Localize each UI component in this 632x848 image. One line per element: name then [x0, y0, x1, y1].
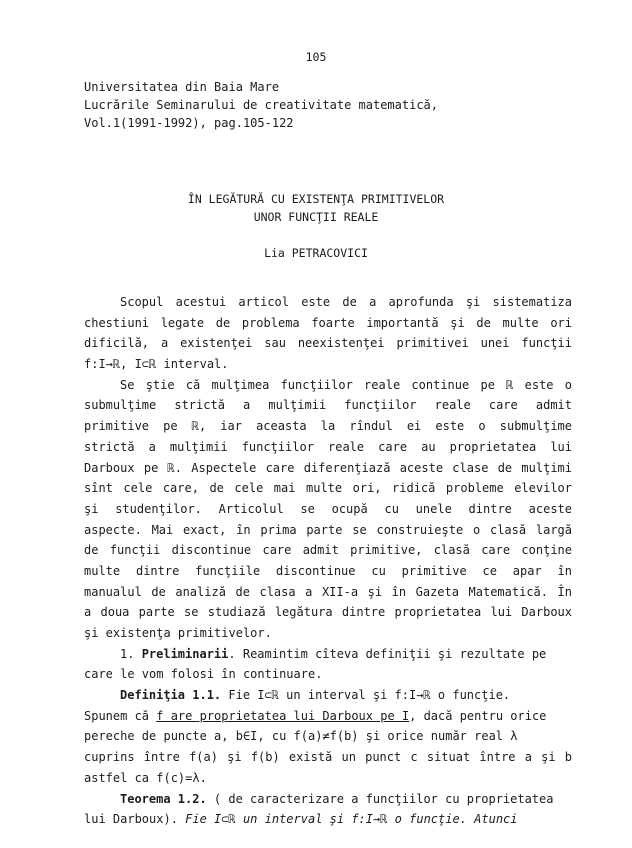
body-line: multe dintre funcţiile discontinue cu primitive ce apar în: [84, 563, 572, 578]
body-line: dificilă, a existenţei sau neexistenţei primitivei unei funcţii: [84, 336, 572, 351]
theorem-text: ( de caracterizare a funcţiilor cu proprietatea: [206, 791, 554, 806]
body-line: chestiuni legate de problema foarte importantă şi de multe ori: [84, 315, 572, 330]
definition-label: Definiţia 1.1.: [120, 688, 222, 703]
body-line: astfel ca f(c)=λ.: [84, 770, 207, 785]
italic-statement: Fie I⊂ℝ un interval şi f:I→ℝ o funcţie. Atunci: [185, 812, 518, 827]
underlined-term: f are proprietatea lui Darboux pe I: [156, 708, 410, 723]
definition-text: Fie I⊂ℝ un interval şi f:I→ℝ o funcţie.: [221, 688, 511, 703]
header-line-1: Universitatea din Baia Mare: [84, 80, 280, 94]
body-line: de funcţii discontinue care admit primitive, clasă care conţine: [84, 543, 572, 558]
body-line: Scopul acestui articol este de a aprofunda şi sistematiza: [120, 295, 572, 309]
definition-line: [84, 685, 572, 706]
article-title: [0, 190, 632, 226]
body-line: manualul de analiză de clasa a XII-a şi în Gazeta Matematică. În: [84, 584, 572, 599]
section-number: 1.: [120, 646, 135, 661]
body-line: şi studenţilor. Articolul se ocupă cu unele dintre aceste: [84, 501, 572, 516]
body-line: strictă a mulţimii funcţiilor reale care au proprietatea lui: [84, 439, 572, 454]
body-line: primitive pe ℝ, iar aceasta la rîndul ei este o submulţime: [84, 419, 572, 434]
text-span: Spunem că: [84, 708, 157, 723]
body-line: care le vom folosi în continuare.: [84, 667, 323, 682]
body-line: Se ştie că mulţimea funcţiilor reale continue pe ℝ este o: [120, 377, 572, 392]
body-line: şi existenţa primitivelor.: [84, 626, 272, 640]
section-heading-line: [84, 644, 572, 665]
title-line-1: ÎN LEGĂTURĂ CU EXISTENŢA PRIMITIVELOR: [187, 192, 445, 206]
title-line-2: UNOR FUNCŢII REALE: [253, 210, 379, 224]
body-line: f:I→ℝ, I⊂ℝ interval.: [84, 357, 229, 372]
body-line: cuprins între f(a) şi f(b) există un punct c situat între a şi b: [84, 750, 572, 765]
body-line: submulţime strictă a mulţimii funcţiilor reale care admit: [84, 398, 572, 413]
body-line: pereche de puncte a, b∈I, cu f(a)≠f(b) şi orice număr real λ: [84, 729, 518, 744]
article-body: [84, 292, 572, 830]
theorem-line: [84, 789, 572, 810]
body-line: Darboux pe ℝ. Aspectele care diferenţiază aceste clase de mulţimi: [84, 460, 572, 475]
body-line: a doua parte se studiază legătura dintre proprietatea lui Darboux: [84, 605, 572, 620]
section-text: . Reamintim cîteva definiţii şi rezultate pe: [228, 646, 547, 661]
page-number: 105: [305, 50, 327, 64]
theorem-label: Teorema 1.2.: [120, 791, 207, 806]
journal-header: [84, 78, 438, 132]
header-line-2: Lucrările Seminarului de creativitate matematică,: [84, 98, 439, 112]
body-line: aspecte. Mai exact, în prima parte se construieşte o clasă largă: [84, 522, 572, 537]
body-line: [84, 706, 572, 727]
header-line-3: Vol.1(1991-1992), pag.105-122: [84, 116, 294, 130]
text-span: , dacă pentru orice: [409, 708, 547, 723]
section-title: Preliminarii: [141, 646, 229, 661]
author-name: Lia PETRACOVICI: [264, 246, 368, 260]
body-line: sînt cele care, de cele mai multe ori, ridică probleme elevilor: [84, 481, 572, 496]
body-line: [84, 809, 572, 830]
text-span: lui Darboux).: [84, 812, 186, 827]
